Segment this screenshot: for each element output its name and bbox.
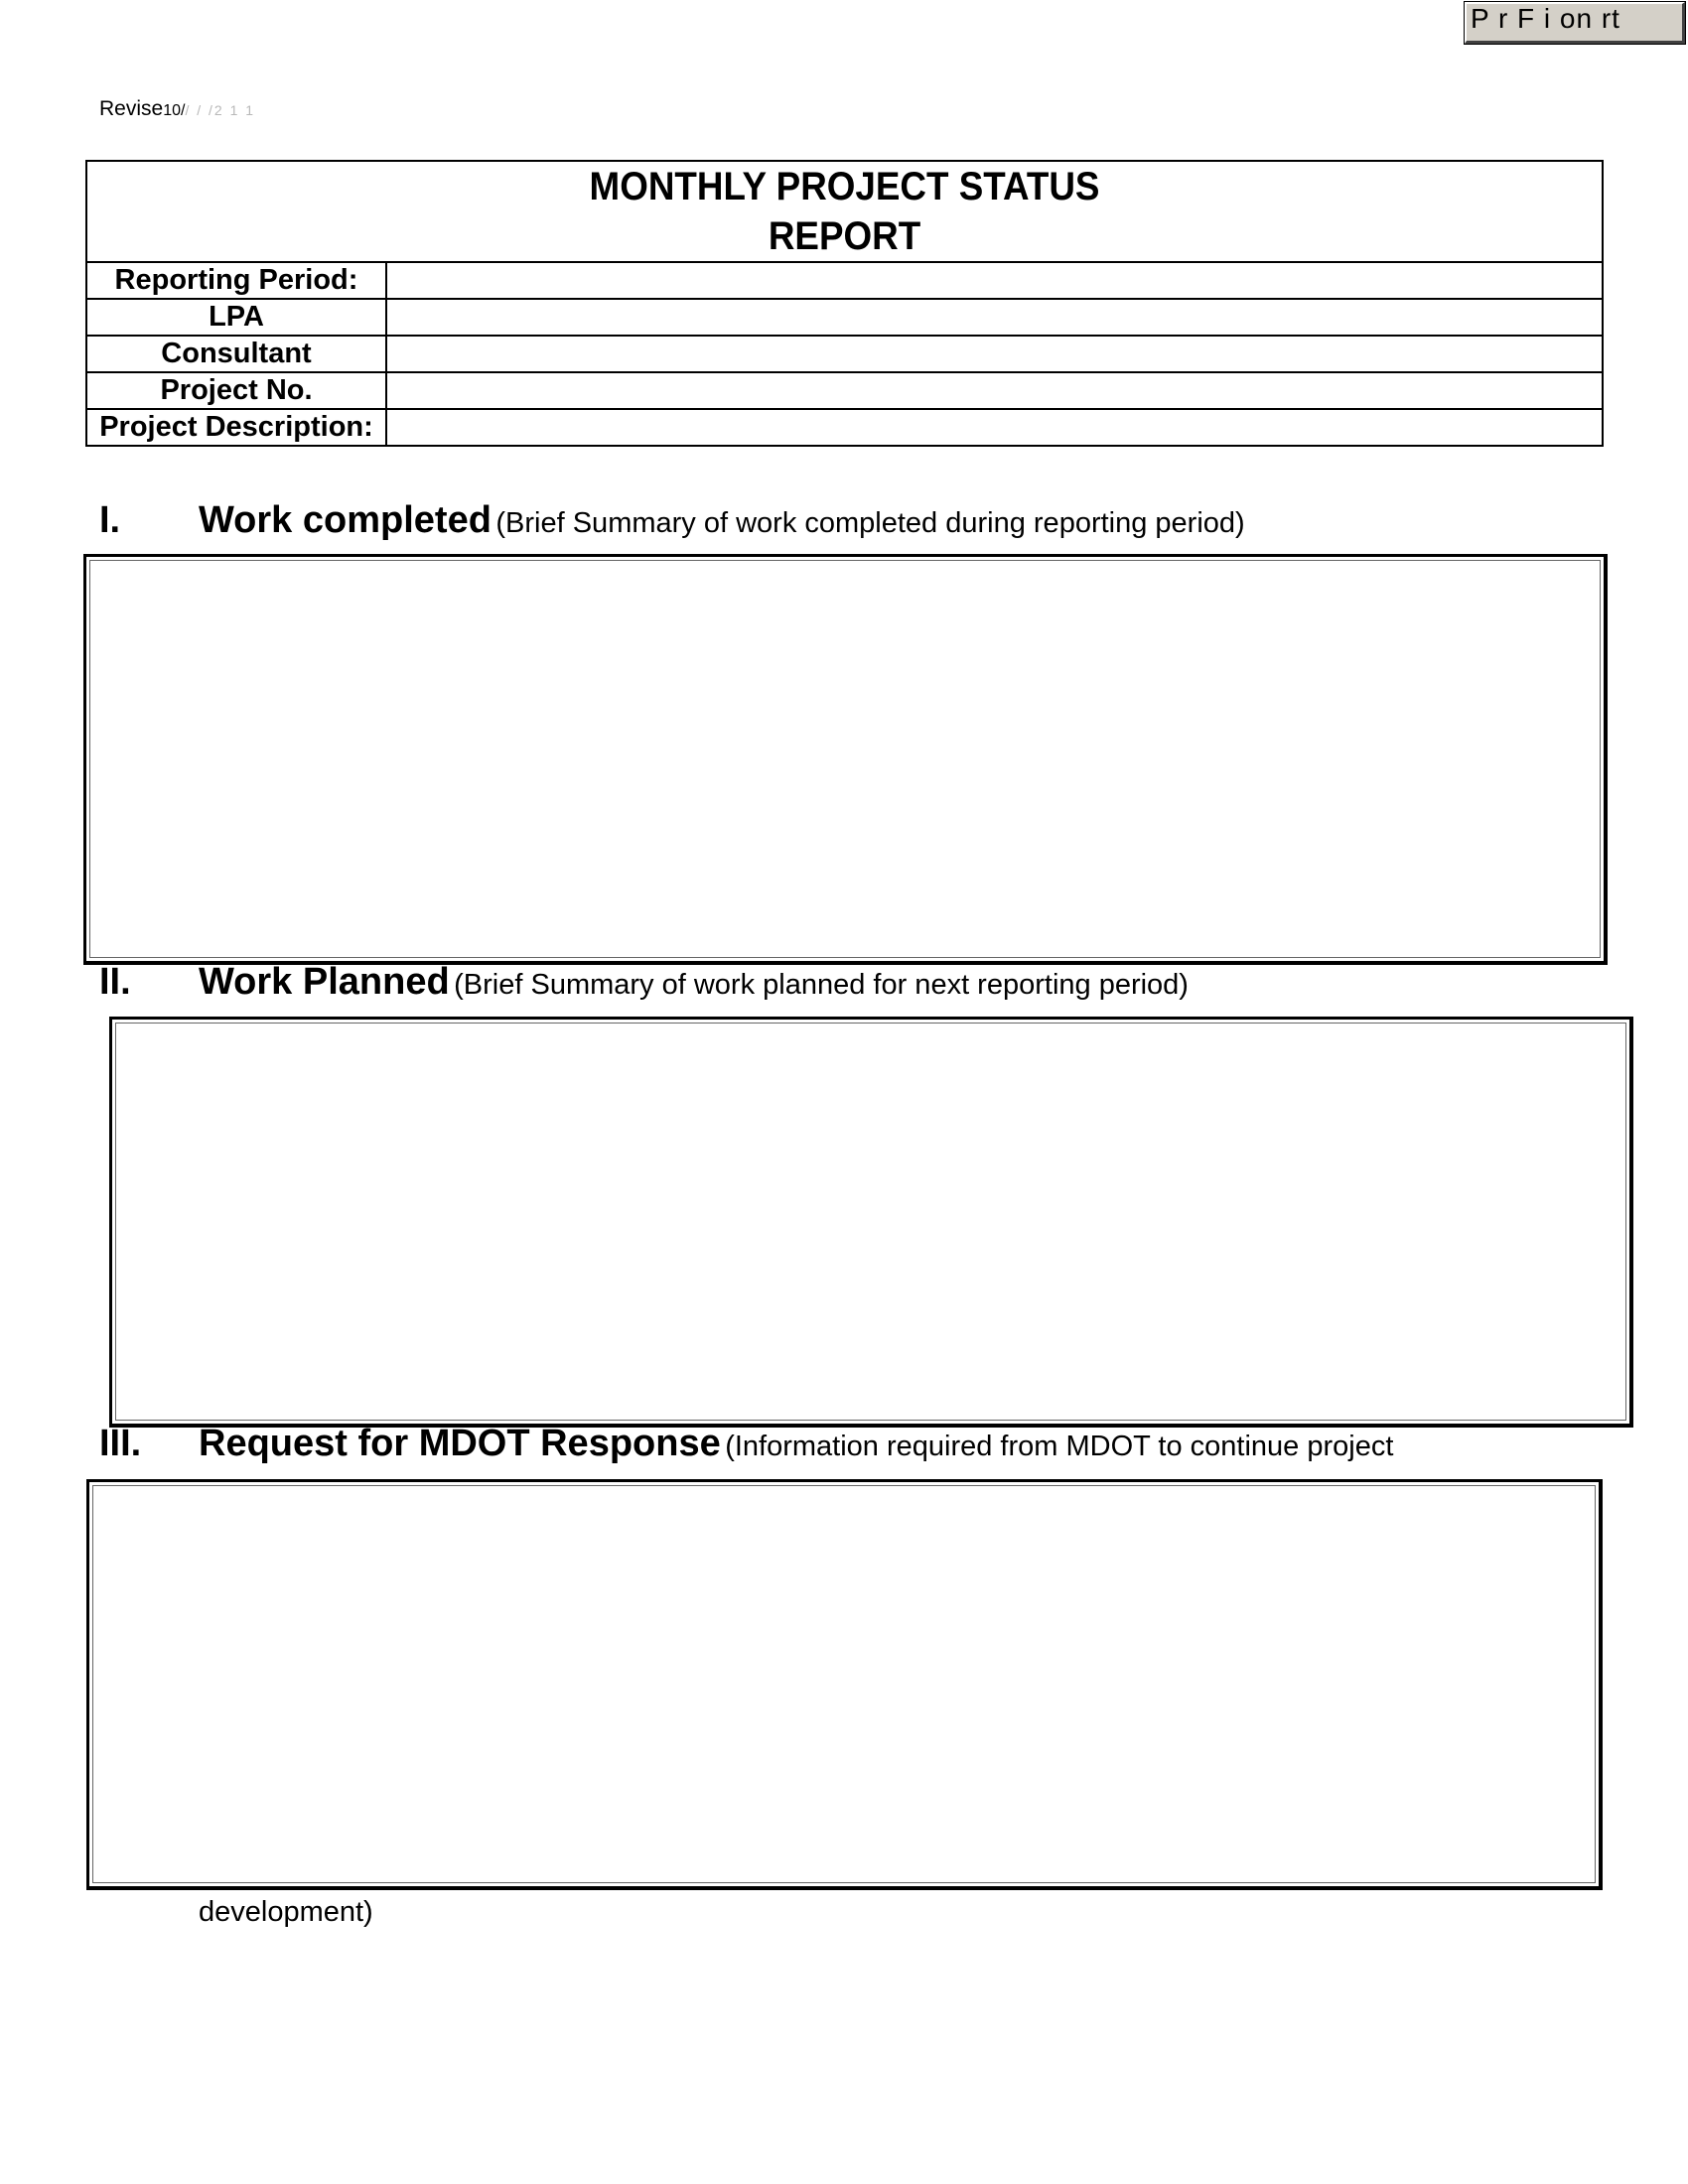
- lpa-label: LPA: [86, 299, 386, 336]
- section-number: III.: [99, 1423, 142, 1464]
- revised-date-faded: / / /2 1 1: [185, 102, 256, 118]
- section-note: (Brief Summary of work completed during reporting period): [495, 507, 1245, 539]
- project-description-field[interactable]: [386, 409, 1603, 446]
- report-title: [147, 161, 1542, 262]
- section-work-completed-heading: [99, 499, 1245, 542]
- consultant-label: Consultant: [86, 336, 386, 372]
- section-work-planned-heading: [99, 961, 1189, 1004]
- mdot-response-textbox[interactable]: [86, 1479, 1603, 1890]
- report-title-line1: MONTHLY PROJECT STATUS: [589, 165, 1100, 208]
- consultant-field[interactable]: [386, 336, 1603, 372]
- section-note-continuation: development): [199, 1896, 373, 1928]
- work-completed-textbox[interactable]: [83, 554, 1608, 965]
- section-title: Work completed: [199, 499, 492, 541]
- print-form-button[interactable]: P r F i on rt: [1465, 2, 1685, 44]
- lpa-field[interactable]: [386, 299, 1603, 336]
- section-number: II.: [99, 961, 131, 1003]
- section-title: Request for MDOT Response: [199, 1423, 721, 1464]
- section-mdot-response-heading: [99, 1423, 1393, 1465]
- report-header-table: [85, 160, 1604, 447]
- revised-label: Revise: [99, 97, 164, 120]
- section-note: (Information required from MDOT to continue project: [725, 1431, 1394, 1462]
- project-number-field[interactable]: [386, 372, 1603, 409]
- section-number: I.: [99, 499, 121, 541]
- work-planned-textbox[interactable]: [109, 1017, 1633, 1428]
- project-description-label: Project Description:: [86, 409, 386, 446]
- section-note: (Brief Summary of work planned for next reporting period): [454, 969, 1189, 1001]
- revised-date: 10/: [163, 102, 186, 119]
- project-number-label: Project No.: [86, 372, 386, 409]
- section-title: Work Planned: [199, 961, 450, 1003]
- reporting-period-label: Reporting Period:: [86, 262, 386, 299]
- revision-note: [99, 97, 255, 121]
- report-title-line2: REPORT: [768, 214, 921, 258]
- reporting-period-field[interactable]: [386, 262, 1603, 299]
